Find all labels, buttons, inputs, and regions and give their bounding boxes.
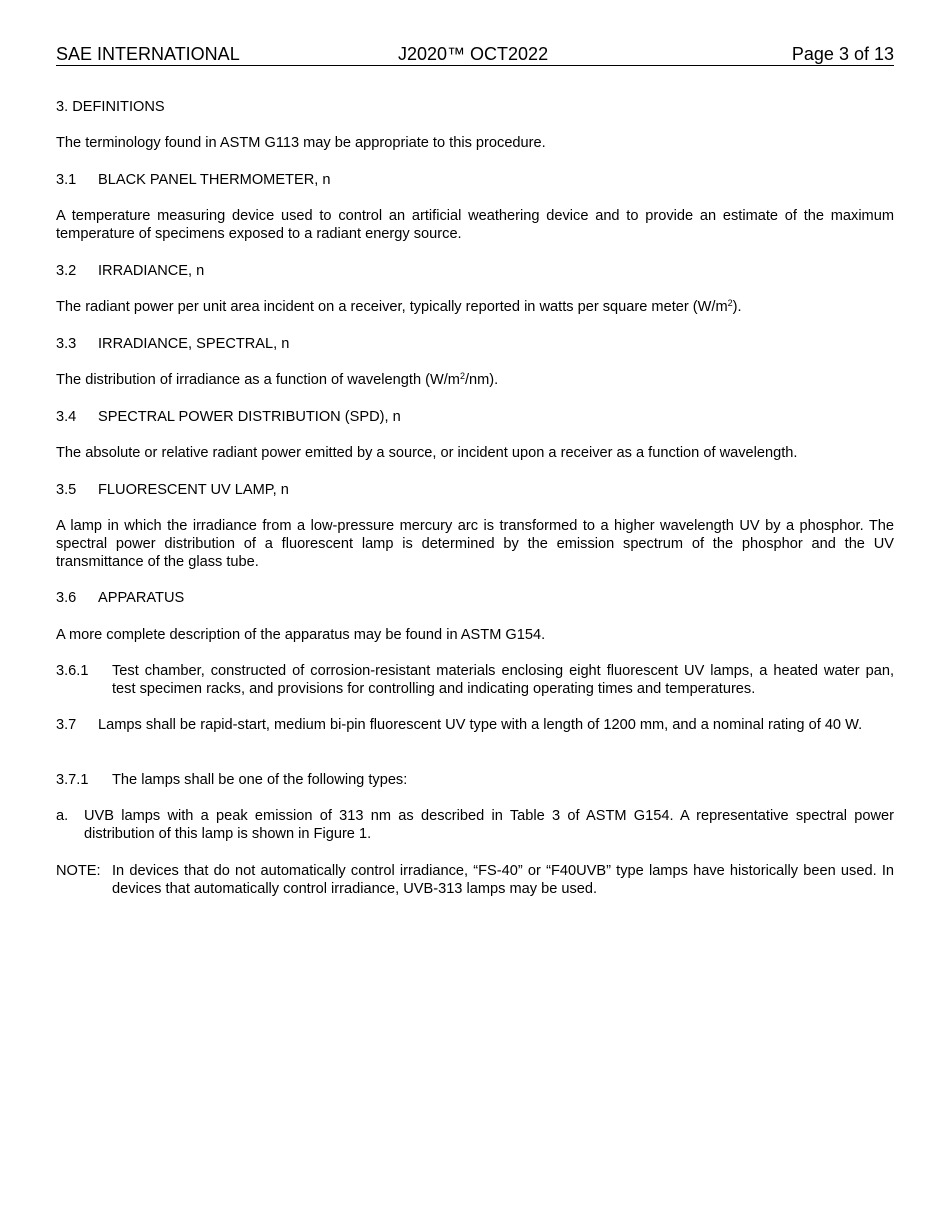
definition-term: SPECTRAL POWER DISTRIBUTION (SPD), n (98, 409, 401, 425)
subsection-text: Lamps shall be rapid-start, medium bi-pin fluorescent UV type with a length of 1200 mm, and a nominal rating of 40 W. (98, 717, 863, 733)
definition-number: 3.5 (56, 482, 77, 498)
subsection-text: The lamps shall be one of the following types: (112, 772, 408, 788)
definition-text: A temperature measuring device used to control an artificial weathering device and to provide an estimate of the maximum temperature of specimens exposed to a radiant energy source. (56, 208, 894, 242)
superscript: 2 (459, 371, 465, 381)
text-part: ). (732, 299, 742, 315)
definition-term: FLUORESCENT UV LAMP, n (98, 482, 289, 498)
definition-number: 3.3 (56, 336, 77, 352)
definition-term: IRRADIANCE, n (98, 263, 205, 279)
subsection-number: 3.7 (56, 717, 77, 733)
definition-text: A lamp in which the irradiance from a low-pressure mercury arc is transformed to a higher wavelength UV by a phosphor. The spectral power distribution of a fluorescent lamp is determined by the emission spectrum of the phosphor and the UV transmittance of the glass tube. (56, 518, 894, 570)
subsection-number: 3.7.1 (56, 772, 89, 788)
superscript: 2 (727, 298, 733, 308)
list-item-text: UVB lamps with a peak emission of 313 nm as described in Table 3 of ASTM G154. A representative spectral power distribution of this lamp is shown in Figure 1. (84, 808, 894, 842)
definition-term: BLACK PANEL THERMOMETER, n (98, 172, 331, 188)
page-header (56, 43, 894, 66)
note-label: NOTE: (56, 863, 101, 879)
header-page-number: Page 3 of 13 (791, 44, 894, 64)
definition-number: 3.4 (56, 409, 77, 425)
list-item-label: a. (56, 808, 69, 824)
definition-term: IRRADIANCE, SPECTRAL, n (98, 336, 290, 352)
definition-text: A more complete description of the apparatus may be found in ASTM G154. (56, 627, 546, 643)
section-heading: 3. DEFINITIONS (56, 99, 165, 115)
definition-text (56, 371, 894, 389)
definition-number: 3.2 (56, 263, 77, 279)
definition-number: 3.6 (56, 590, 77, 606)
subsection-text: Test chamber, constructed of corrosion-resistant materials enclosing eight fluorescent UV lamps, a heated water pan, test specimen racks, and provisions for controlling and indicating operating times and temperatures. (112, 663, 894, 697)
text-part: The distribution of irradiance as a function of wavelength (W/m (56, 372, 460, 388)
definition-text: The absolute or relative radiant power emitted by a source, or incident upon a receiver as a function of wavelength. (56, 445, 798, 461)
definition-number: 3.1 (56, 172, 77, 188)
header-doc-id: J2020™ OCT2022 (398, 44, 549, 64)
text-part: /nm). (464, 372, 499, 388)
section-intro: The terminology found in ASTM G113 may be appropriate to this procedure. (56, 135, 546, 151)
note-text: In devices that do not automatically control irradiance, “FS-40” or “F40UVB” type lamps have historically been used. In devices that automatically control irradiance, UVB-313 lamps may be used. (112, 863, 894, 897)
header-org: SAE INTERNATIONAL (56, 44, 240, 64)
text-part: The radiant power per unit area incident on a receiver, typically reported in watts per square meter (W/m (56, 299, 728, 315)
definition-text (56, 298, 894, 316)
definition-term: APPARATUS (98, 590, 185, 606)
subsection-number: 3.6.1 (56, 663, 89, 679)
